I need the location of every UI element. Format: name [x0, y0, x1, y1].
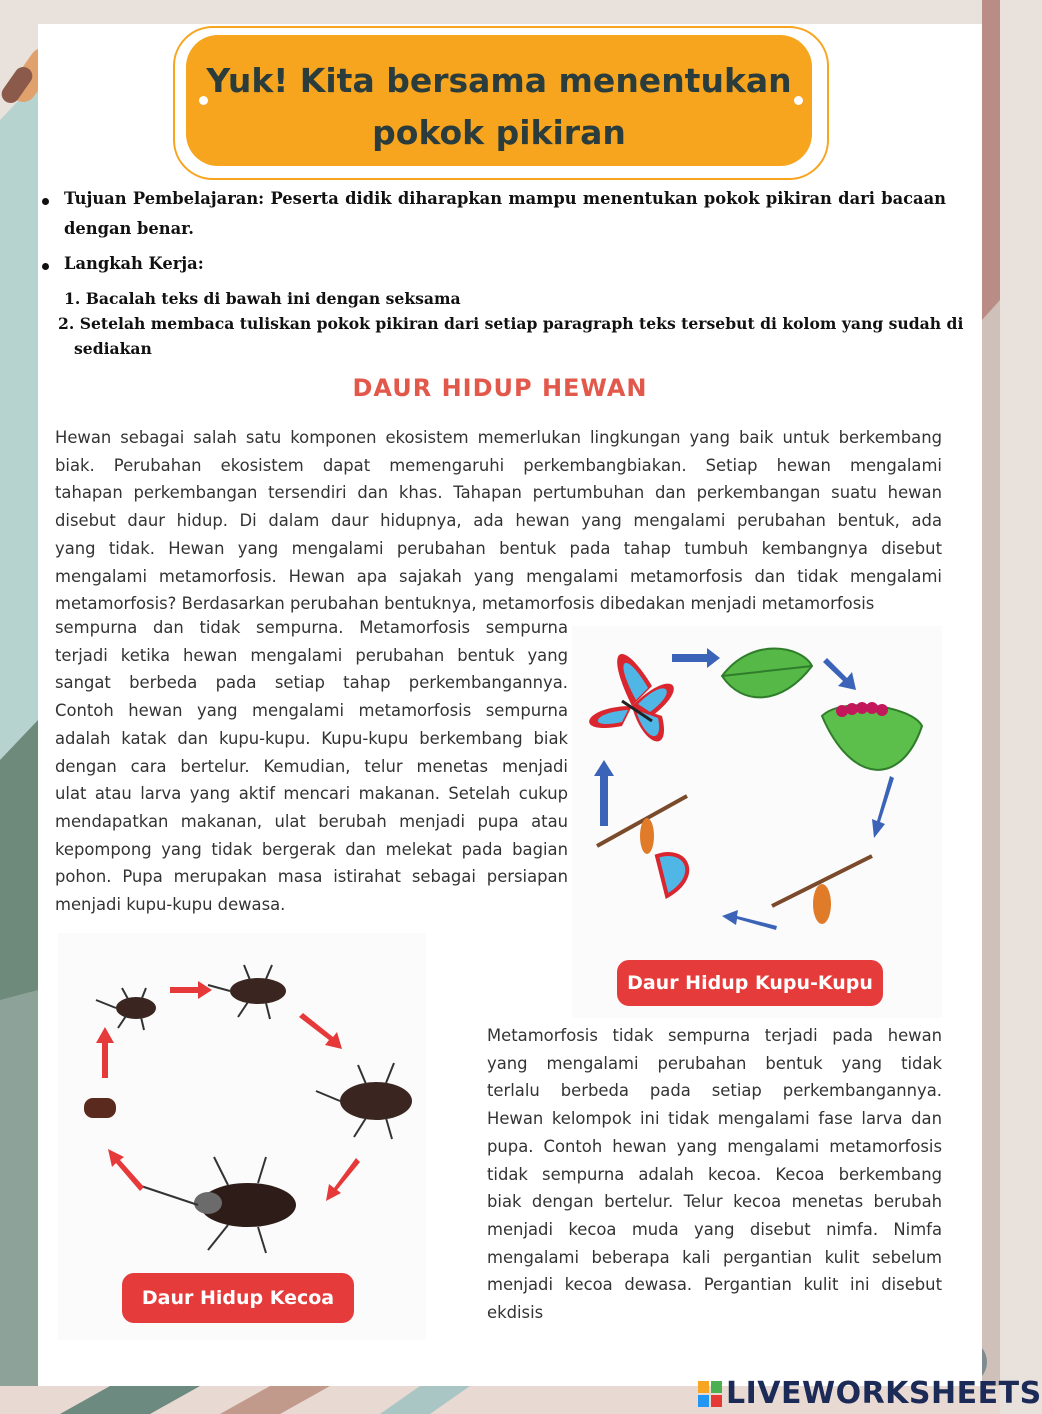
bullet-steps	[42, 259, 52, 269]
butterfly-lifecycle-illustration	[572, 626, 942, 956]
step-2: 2. Setelah membaca tuliskan pokok pikiran dari setiap paragraph teks tersebut di kolom yang sudah di	[58, 314, 964, 333]
paragraph-3-line: terlalu berbeda pada setiap perkembangannya.	[487, 1081, 942, 1101]
paragraph-3-line: ekdisis	[487, 1303, 544, 1323]
paragraph-2-line: Contoh hewan yang mengalami metamorfosis sempurna	[55, 701, 568, 721]
paragraph-1-line: yang tidak. Hewan yang mengalami perubahan bentuk pada tahap tumbuh kembangnya disebut	[55, 538, 942, 558]
page-title	[186, 55, 812, 159]
step-2-cont: sediakan	[74, 339, 152, 358]
cockroach-nymph-medium-icon	[208, 965, 286, 1019]
paragraph-1	[55, 424, 942, 618]
paragraph-2-line: adalah katak dan kupu-kupu. Kupu-kupu berkembang biak	[55, 728, 568, 748]
paragraph-2-line: dengan cara bertelur. Kemudian, telur menetas menjadi	[55, 756, 568, 776]
title-line-2: pokok pikiran	[372, 113, 626, 152]
paragraph-1-line: metamorfosis? Berdasarkan perubahan bentuknya, metamorfosis dibedakan menjadi metamorfosis	[55, 594, 875, 614]
cockroach-egg-icon	[84, 1098, 116, 1118]
paragraph-2	[55, 614, 568, 919]
paragraph-1-line: mengalami metamorfosis. Hewan apa sajakah yang mengalami metamorfosis dan tidak mengalami	[55, 566, 942, 586]
cockroach-nymph-small-icon	[96, 988, 156, 1030]
paragraph-1-line: tahapan perkembangan tersendiri dan khas. Tahapan pertumbuhan dan perkembangan suatu hewan	[55, 483, 942, 503]
butterfly-icon	[589, 654, 674, 741]
paragraph-3-line: yang mengalami perubahan bentuk yang tidak	[487, 1053, 942, 1073]
paragraph-3-line: mengalami beberapa kali pergantian kulit sebelum	[487, 1247, 942, 1267]
cockroach-caption: Daur Hidup Kecoa	[122, 1273, 354, 1323]
paragraph-3-line: menjadi kecoa muda yang disebut nimfa. Nimfa	[487, 1219, 942, 1239]
paragraph-1-line: disebut daur hidup. Di dalam daur hidupnya, ada hewan yang mengalami perubahan bentuk, ada	[55, 511, 942, 531]
paragraph-3-line: menjadi kecoa dewasa. Pergantian kulit ini disebut	[487, 1275, 942, 1295]
cockroach-nymph-large-icon	[316, 1063, 412, 1139]
paragraph-2-line: kepompong yang tidak bergerak dan melekat pada bagian	[55, 839, 568, 859]
cockroach-lifecycle-illustration	[58, 933, 426, 1263]
paragraph-2-line: terjadi ketika hewan mengalami perubahan bentuk yang	[55, 645, 568, 665]
step-1: 1. Bacalah teks di bawah ini dengan seksama	[64, 289, 461, 308]
caterpillar-icon	[822, 702, 922, 770]
paragraph-3-line: pupa. Contoh hewan yang mengalami metamorfosis	[487, 1136, 942, 1156]
paragraph-3-line: tidak sempurna adalah kecoa. Kecoa berkembang	[487, 1164, 942, 1184]
paragraph-3-line: Metamorfosis tidak sempurna terjadi pada hewan	[487, 1026, 942, 1045]
title-line-1: Yuk! Kita bersama menentukan	[206, 61, 792, 100]
bullet-goal	[42, 194, 52, 204]
steps-label: Langkah Kerja:	[64, 254, 204, 273]
liveworksheets-watermark[interactable]: LIVEWORKSHEETS	[726, 1376, 1042, 1411]
paragraph-2-line: menjadi kupu-kupu dewasa.	[55, 895, 286, 915]
cockroach-adult-icon	[138, 1157, 296, 1253]
emerging-butterfly-icon	[597, 796, 687, 896]
liveworksheets-logo-icon	[698, 1381, 722, 1407]
paragraph-3-line: Hewan kelompok ini tidak mengalami fase larva dan	[487, 1109, 942, 1129]
paragraph-2-line: pohon. Pupa merupakan masa istirahat sebagai persiapan	[55, 867, 568, 887]
paragraph-1-line: biak. Perubahan ekosistem dapat memengaruhi perkembangbiakan. Setiap hewan mengalami	[55, 455, 942, 475]
paragraph-3-line: biak dengan bertelur. Telur kecoa menetas berubah	[487, 1192, 942, 1212]
leaf-eggs-icon	[722, 649, 812, 698]
goal-line-2: dengan benar.	[64, 219, 194, 238]
goal-line-1: Tujuan Pembelajaran: Peserta didik diharapkan mampu menentukan pokok pikiran dari bacaan	[64, 189, 946, 208]
section-heading: DAUR HIDUP HEWAN	[352, 374, 648, 402]
paragraph-2-line: sempurna dan tidak sempurna. Metamorfosis sempurna	[55, 618, 568, 637]
paragraph-2-line: mendapatkan makanan, ulat berubah menjadi pupa atau	[55, 811, 568, 831]
paragraph-3	[487, 1022, 942, 1327]
paragraph-2-line: ulat atau larva yang aktif mencari makanan. Setelah cukup	[55, 784, 568, 804]
butterfly-lifecycle-figure	[572, 626, 942, 1018]
pupa-icon	[772, 856, 872, 924]
cockroach-lifecycle-figure	[58, 933, 426, 1340]
paragraph-2-line: sangat berbeda pada setiap tahap perkembangannya.	[55, 673, 568, 693]
butterfly-caption: Daur Hidup Kupu-Kupu	[617, 960, 883, 1006]
paragraph-1-line: Hewan sebagai salah satu komponen ekosistem memerlukan lingkungan yang baik untuk berkembang	[55, 428, 942, 447]
